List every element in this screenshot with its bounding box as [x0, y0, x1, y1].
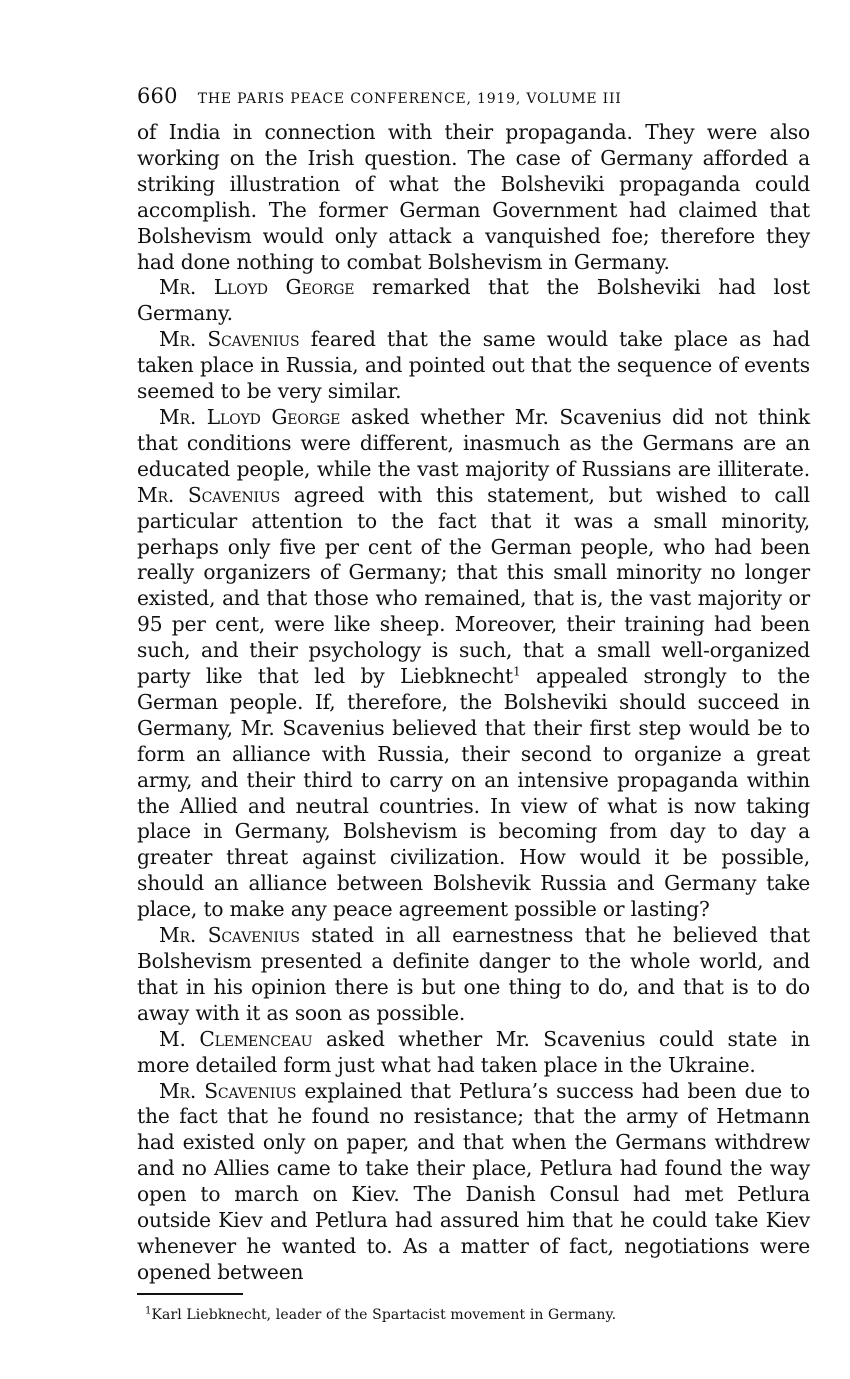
paragraph-3 [137, 327, 810, 405]
paragraph-1-text: of India in connection with their propaganda. They were also working on the Irish question. The case of Germany afforded a striking illustration of what the Bolsheviki propaganda could accomplish. The former German Government had claimed that Bolshevism would only attack a vanquished foe; therefore they had done nothing to combat Bolshevism in Germany. [137, 120, 810, 274]
footnote [137, 1305, 810, 1325]
paragraph-7 [137, 1079, 810, 1286]
footnote-reference: 1 [512, 664, 521, 679]
paragraph-7-text: explained that Petlura’s success had been due to the fact that he found no resistance; that the army of Hetmann had existed only on paper, and that when the Germans withdrew and no Allies came to take their place, Petlura had found the way open to march on Kiev. The Danish Consul had met Petlura outside Kiev and Petlura had assured him that he could take Kiev whenever he wanted to. As a matter of fact, negotiations were opened between [137, 1078, 810, 1284]
running-title: THE PARIS PEACE CONFERENCE, 1919, VOLUME III [197, 91, 622, 107]
speaker-name: M. Clemenceau [159, 1026, 313, 1051]
footnote-divider [137, 1293, 243, 1295]
speaker-name: Mr. Scavenius [137, 482, 281, 507]
paragraph-1 [137, 120, 810, 275]
document-page [137, 84, 810, 1325]
paragraph-6-text: asked whether Mr. Scavenius could state in more detailed form just what had taken place in the Ukraine. [137, 1026, 810, 1077]
speaker-name: Mr. Lloyd George [159, 275, 355, 300]
footnote-mark: 1 [145, 1305, 152, 1317]
footnote-text: Karl Liebknecht, leader of the Spartacist movement in Germany. [151, 1306, 617, 1323]
speaker-name: Mr. Scavenius [159, 327, 300, 352]
paragraph-6 [137, 1027, 810, 1079]
paragraph-4-text-a: asked whether Mr. Scavenius did not think that conditions were different, inasmuch as the Germans are an educated people, while the vast majority of Russians are illiterate. [137, 404, 810, 481]
body-text [137, 120, 810, 1286]
paragraph-2 [137, 275, 810, 327]
paragraph-4 [137, 405, 810, 923]
speaker-name: Mr. Scavenius [159, 1078, 297, 1103]
paragraph-4-text-b: agreed with this statement, but wished to call particular attention to the fact that it was a small minority, perhaps only five per cent of the German people, who had been really organizers of Germany; that this small minority no longer existed, and that those who remained, that is, the vast majority or 95 per cent, were like sheep. Moreover, their training had been such, and their psychology is such, that a small well-organized party like that led by Liebknecht [137, 482, 810, 689]
running-head [137, 84, 810, 114]
paragraph-5 [137, 923, 810, 1027]
speaker-name: Mr. Lloyd George [159, 404, 341, 429]
paragraph-4-text-c: appealed strongly to the German people. If, therefore, the Bolsheviki should succeed in Germany, Mr. Scavenius believed that their first step would be to form an alliance with Russia, their second to organize a great army, and their third to carry on an intensive propaganda within the Allied and neutral countries. In view of what is now taking place in Germany, Bolshevism is becoming from day to day a greater threat against civilization. How would it be possible, should an alliance between Bolshevik Russia and Germany take place, to make any peace agreement possible or lasting? [137, 664, 810, 922]
paragraph-5-text: stated in all earnestness that he believed that Bolshevism presented a definite danger to the whole world, and that in his opinion there is but one thing to do, and that is to do away with it as soon as possible. [137, 923, 810, 1025]
paragraph-3-text: feared that the same would take place as had taken place in Russia, and pointed out that the sequence of events seemed to be very similar. [137, 327, 810, 404]
page-number: 660 [137, 84, 178, 108]
speaker-name: Mr. Scavenius [159, 923, 300, 948]
paragraph-2-text: remarked that the Bolsheviki had lost Germany. [137, 275, 810, 326]
